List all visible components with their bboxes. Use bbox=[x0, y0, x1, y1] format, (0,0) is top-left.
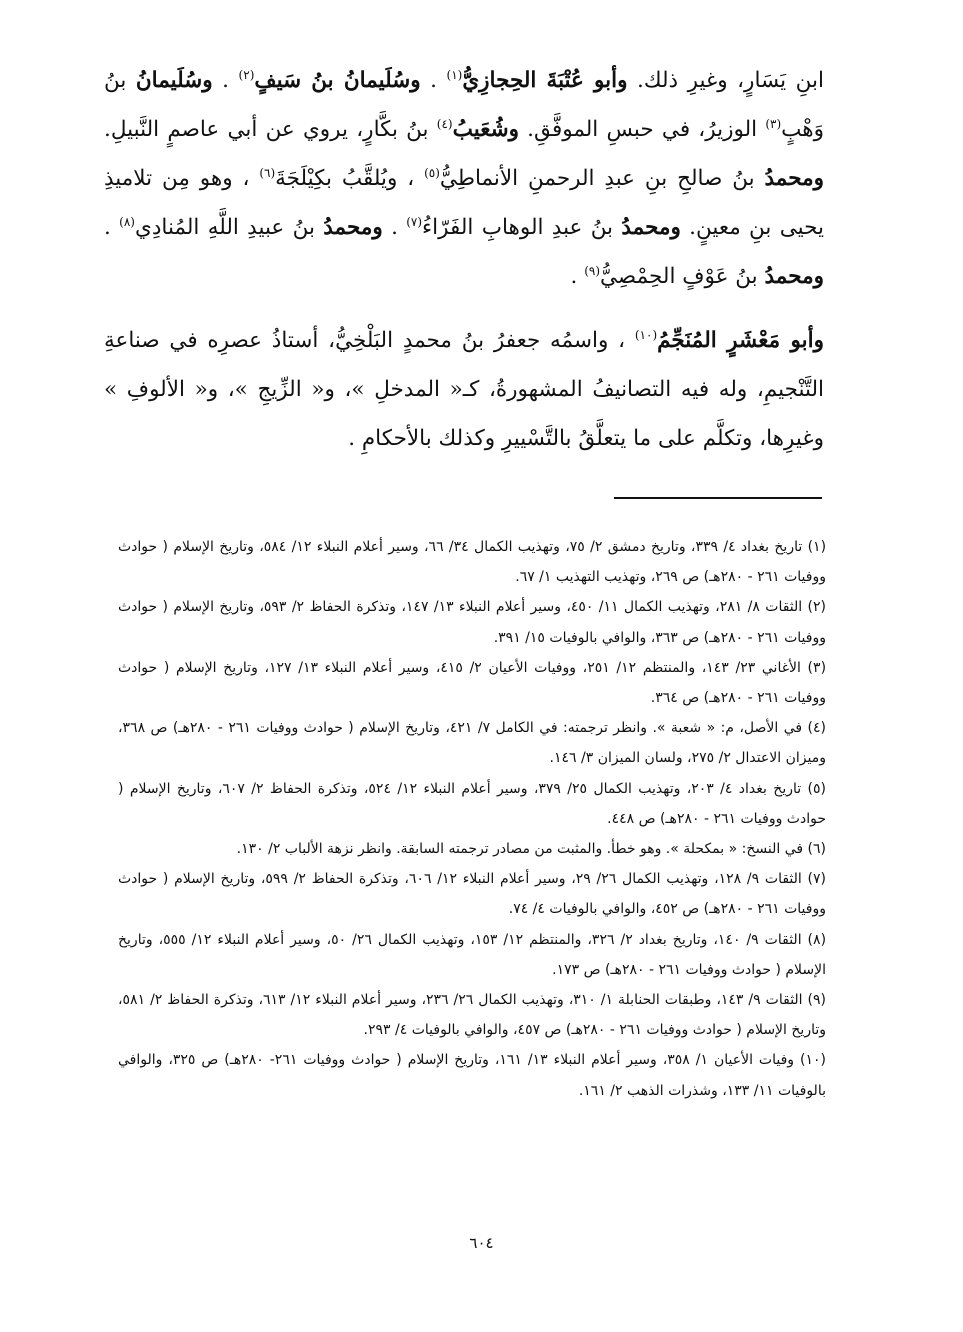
text-run: . bbox=[570, 264, 585, 289]
paragraph-2 bbox=[104, 316, 824, 463]
text-run: بنُ صالحِ بنِ عبدِ الرحمنِ الأنماطِيُّ bbox=[439, 166, 765, 191]
footnote-divider bbox=[614, 497, 822, 499]
bold-name: ومحمدُ bbox=[764, 264, 824, 289]
text-run: بنُ عبيدِ اللَّهِ المُنادِي bbox=[134, 215, 324, 240]
footnote-8: (٨) الثقات ٩/ ١٤٠، وتاريخ بغداد ٢/ ٣٢٦، والمنتظم ١٢/ ١٥٣، وتهذيب الكمال ٢٦/ ٥٠، وسير أعلام النبلاء ١٢/ ٥٥٥، وتاريخ الإسلام ( حوادث ووفيات ٢٦١ - ٢٨٠هـ) ص ١٧٣. bbox=[118, 931, 827, 978]
text-run: ، واسمُه جعفرُ بنُ محمدٍ البَلْخِيُّ، أستاذُ عصرِه في صناعةِ التَّنْجيمِ، وله فيه التصانيفُ المشهورةُ، كـ« المدخلِ »، و« الزِّيجِ »، و« الألوفِ » وغيرِها، وتكلَّم على ما يتعلَّقُ بالتَّسْييرِ وكذلك بالأحكامِ . bbox=[104, 328, 824, 451]
footnote-5: (٥) تاريخ بغداد ٤/ ٢٠٣، وتهذيب الكمال ٢٥/ ٣٧٩، وسير أعلام النبلاء ١٢/ ٥٢٤، وتذكرة الحفاظ ٢/ ٦٠٧، وتاريخ الإسلام ( حوادث ووفيات ٢٦١ - ٢٨٠هـ) ص ٤٤٨. bbox=[118, 780, 826, 827]
footnotes bbox=[118, 532, 826, 1106]
footnote-ref[interactable]: (٩) bbox=[584, 263, 601, 278]
footnote-10: (١٠) وفيات الأعيان ١/ ٣٥٨، وسير أعلام النبلاء ١٣/ ١٦١، وتاريخ الإسلام ( حوادث ووفيات ٢٦١- ٢٨٠هـ) ص ٣٢٥، والوافي بالوفيات ١١/ ١٣٣، وشذرات الذهب ٢/ ١٦١. bbox=[118, 1052, 826, 1099]
footnote-3: (٣) الأغاني ٢٣/ ١٤٣، والمنتظم ١٢/ ٢٥١، ووفيات الأعيان ٢/ ٤١٥، وسير أعلام النبلاء ١٣/ ١٢٧، وتاريخ الإسلام ( حوادث ووفيات ٢٦١ - ٢٨٠هـ) ص ٣٦٤. bbox=[118, 659, 827, 707]
footnote-ref[interactable]: (٢) bbox=[238, 67, 255, 82]
bold-name: وأبو عُتْبَةَ الحِجازِيُّ bbox=[462, 68, 628, 93]
footnote-ref[interactable]: (١٠) bbox=[634, 327, 658, 342]
footnote-1: (١) تاريخ بغداد ٤/ ٣٣٩، وتاريخ دمشق ٢/ ٧٥، وتهذيب الكمال ٣٤/ ٦٦، وسير أعلام النبلاء ١٢/ ٥٨٤، وتاريخ الإسلام ( حوادث ووفيات ٢٦١ - ٢٨٠هـ) ص ٢٦٩، وتهذيب التهذيب ١/ ٦٧. bbox=[118, 539, 827, 586]
footnote-ref[interactable]: (٤) bbox=[436, 116, 453, 131]
bold-name: وسُلَيمانُ بنُ سَيفٍ bbox=[254, 68, 421, 93]
footnote-ref[interactable]: (٣) bbox=[765, 116, 782, 131]
footnote-9: (٩) الثقات ٩/ ١٤٣، وطبقات الحنابلة ١/ ٣١٠، وتهذيب الكمال ٢٦/ ٢٣٦، وسير أعلام النبلاء ١٢/ ٦١٣، وتذكرة الحفاظ ٢/ ٥٨١، وتاريخ الإسلام ( حوادث ووفيات ٢٦١ - ٢٨٠هـ) ص ٤٥٧، والوافي بالوفيات ٤/ ٢٩٣. bbox=[118, 992, 827, 1039]
text-run: بنُ بكَّارٍ، يروي عن أبي عاصمٍ النَّبيلِ. bbox=[104, 117, 437, 142]
footnote-ref[interactable]: (٧) bbox=[406, 214, 423, 229]
footnote-ref[interactable]: (٨) bbox=[119, 214, 135, 229]
bold-name: وأبو مَعْشَرٍ المُنَجِّمُ bbox=[657, 328, 824, 353]
bold-name: ومحمدُ bbox=[764, 166, 824, 191]
footnote-2: (٢) الثقات ٨/ ٢٨١، وتهذيب الكمال ١١/ ٤٥٠، وسير أعلام النبلاء ١٣/ ١٤٧، وتذكرة الحفاظ ٢/ ٥٩٣، وتاريخ الإسلام ( حوادث ووفيات ٢٦١ - ٢٨٠هـ) ص ٣٦٣، والوافي بالوفيات ١٥/ ٣٩١. bbox=[118, 599, 827, 646]
text-run: . bbox=[382, 215, 407, 240]
page-number: ٦٠٤ bbox=[469, 1234, 494, 1252]
text-run: الوزيرُ، في حبسِ الموفَّقِ. bbox=[518, 117, 766, 142]
text-run: بنُ وَهْبٍ bbox=[104, 68, 824, 142]
footnote-ref[interactable]: (٦) bbox=[259, 165, 276, 180]
footnote-ref[interactable]: (١) bbox=[446, 67, 463, 82]
text-run: . bbox=[212, 68, 239, 93]
footnote-ref[interactable]: (٥) bbox=[424, 165, 440, 180]
bold-name: ومحمدُ bbox=[621, 215, 681, 240]
bold-name: وشُعَيبُ bbox=[452, 117, 519, 142]
paragraph-1 bbox=[104, 56, 824, 301]
text-run: بنُ عَوْفٍ الحِمْصِيُّ bbox=[600, 264, 765, 289]
text-run: ، وهو مِن تلاميذِ يحيى بنِ معينٍ. bbox=[104, 166, 824, 240]
text-run: ابنِ يَسَارٍ، وغيرِ ذلك. bbox=[627, 68, 824, 93]
bold-name: ومحمدُ bbox=[323, 215, 383, 240]
bold-name: وسُلَيمانُ bbox=[135, 68, 213, 93]
footnote-7: (٧) الثقات ٩/ ١٢٨، وتهذيب الكمال ٢٦/ ٢٩، وسير أعلام النبلاء ١٢/ ٦٠٦، وتذكرة الحفاظ ٢/ ٥٩٩، وتاريخ الإسلام ( حوادث ووفيات ٢٦١ - ٢٨٠هـ) ص ٤٥٢، والوافي بالوفيات ٤/ ٧٤. bbox=[118, 871, 827, 918]
text-run: . bbox=[104, 215, 120, 240]
text-run: . bbox=[420, 68, 447, 93]
text-run: ، ويُلقَّبُ بكِيْلَجَةَ bbox=[275, 166, 425, 191]
footnote-4: (٤) في الأصل، م: « شعبة ». وانظر ترجمته: في الكامل ٧/ ٤٢١، وتاريخ الإسلام ( حوادث ووفيات ٢٦١ - ٢٨٠هـ) ص ٣٦٨، وميزان الاعتدال ٢/ ٢٧٥، ولسان الميزان ٣/ ١٤٦. bbox=[118, 720, 826, 767]
footnote-6: (٦) في النسخ: « بمكحلة ». وهو خطأ. والمثبت من مصادر ترجمته السابقة. وانظر نزهة الألباب ٢/ ١٣٠. bbox=[236, 841, 826, 858]
main-text bbox=[104, 56, 824, 463]
text-run: بنُ عبدِ الوهابِ الفَرّاءُ bbox=[422, 215, 622, 240]
